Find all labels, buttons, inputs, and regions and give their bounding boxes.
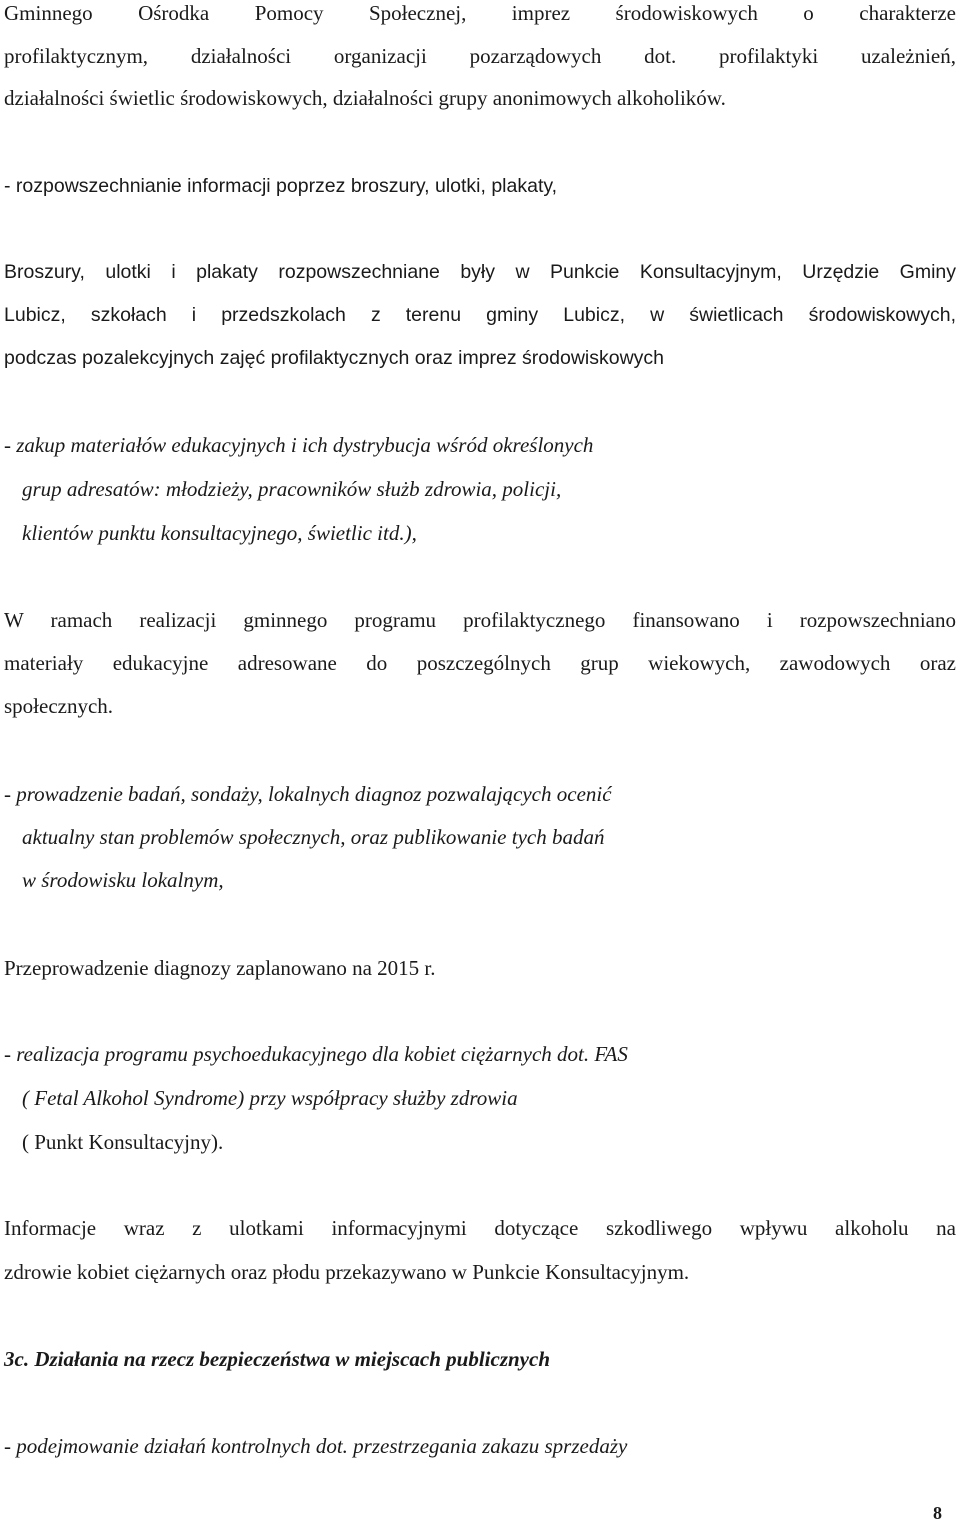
section-number: 3c. [4, 1347, 30, 1371]
distribution-text-line-3: podczas pozalekcyjnych zajęć profilaktycznych oraz imprez środowiskowych [4, 347, 665, 369]
research-text: Przeprowadzenie diagnozy zaplanowano na 2015 r. [4, 956, 436, 980]
materials-text-line-1: W ramach realizacji gminnego programu profilaktycznego finansowano i rozpowszechniano [4, 608, 956, 632]
item-fas-line-1: - realizacja programu psychoedukacyjnego dla kobiet ciężarnych dot. FAS [4, 1042, 628, 1066]
intro-line-3: działalności świetlic środowiskowych, działalności grupy anonimowych alkoholików. [4, 86, 726, 110]
item-research-line-1: - prowadzenie badań, sondaży, lokalnych diagnoz pozwalających ocenić [4, 782, 612, 806]
fas-text-line-1: Informacje wraz z ulotkami informacyjnymi dotyczące szkodliwego wpływu alkoholu na [4, 1216, 956, 1240]
page-number: 8 [933, 1503, 942, 1523]
item-materials-line-1: - zakup materiałów edukacyjnych i ich dystrybucja wśród określonych [4, 433, 594, 457]
distribution-text-line-2: Lubicz, szkołach i przedszkolach z terenu gminy Lubicz, w świetlicach środowiskowych, [4, 304, 956, 326]
item-research-line-3: w środowisku lokalnym, [22, 868, 224, 892]
materials-text-line-3: społecznych. [4, 694, 114, 718]
intro-line-1: Gminnego Ośrodka Pomocy Społecznej, imprez środowiskowych o charakterze [4, 1, 956, 25]
section-title: Działania na rzecz bezpieczeństwa w miejscach publicznych [34, 1347, 551, 1371]
item-research-line-2: aktualny stan problemów społecznych, oraz publikowanie tych badań [22, 825, 605, 849]
item-control: - podejmowanie działań kontrolnych dot. przestrzegania zakazu sprzedaży [4, 1434, 628, 1458]
item-materials-line-3: klientów punktu konsultacyjnego, świetlic itd.), [22, 521, 417, 545]
item-materials-line-2: grup adresatów: młodzieży, pracowników służb zdrowia, policji, [22, 477, 562, 501]
materials-text-line-2: materiały edukacyjne adresowane do poszczególnych grup wiekowych, zawodowych oraz [4, 651, 956, 675]
item-fas-line-2: ( Fetal Alkohol Syndrome) przy współpracy służby zdrowia [22, 1086, 518, 1110]
fas-text-line-2: zdrowie kobiet ciężarnych oraz płodu przekazywano w Punkcie Konsultacyjnym. [4, 1260, 690, 1284]
item-fas-line-3: ( Punkt Konsultacyjny). [22, 1130, 224, 1154]
item-distribution: - rozpowszechnianie informacji poprzez broszury, ulotki, plakaty, [4, 175, 558, 197]
distribution-text-line-1: Broszury, ulotki i plakaty rozpowszechniane były w Punkcie Konsultacyjnym, Urzędzie Gminy [4, 261, 956, 283]
section-heading [4, 1346, 550, 1372]
intro-line-2: profilaktycznym, działalności organizacji pozarządowych dot. profilaktyki uzależnień, [4, 44, 956, 68]
